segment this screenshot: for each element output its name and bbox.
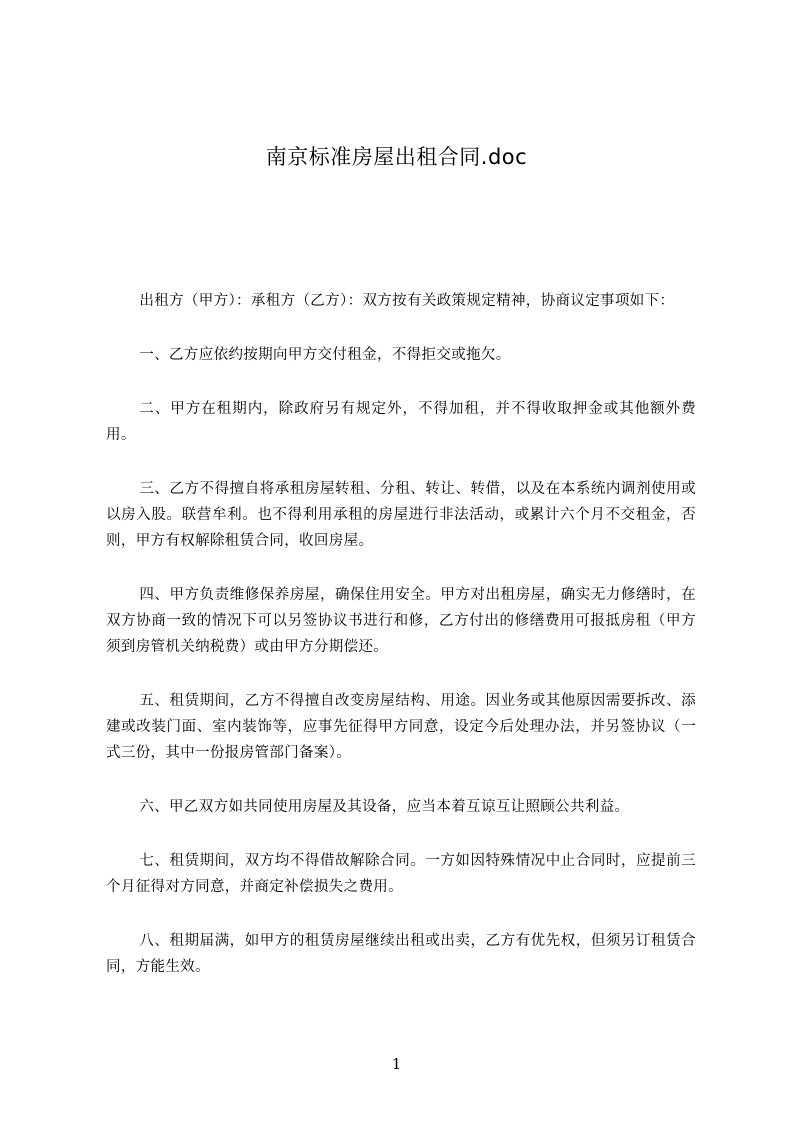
paragraph-clause-2: 二、甲方在租期内，除政府另有规定外，不得加租，并不得收取押金或其他额外费用。 (106, 401, 696, 443)
paragraph-preamble: 出租方（甲方）：承租方（乙方）：双方按有关政策规定精神，协商议定事项如下： (139, 293, 675, 309)
paragraph-clause-6: 六、甲乙双方如共同使用房屋及其设备，应当本着互谅互让照顾公共利益。 (139, 799, 630, 815)
document-title: 南京标准房屋出租合同.doc (265, 145, 528, 169)
paragraph-clause-5: 五、租赁期间，乙方不得擅自改变房屋结构、用途。因业务或其他原因需要拆改、添建或改装门面、室内装饰等，应事先征得甲方同意，设定今后处理办法，并另签协议（一式三份，其中一份报房管部门备案）。 (106, 693, 696, 761)
paragraph-clause-4: 四、甲方负责维修保养房屋，确保住用安全。甲方对出租房屋，确实无力修缮时，在双方协商一致的情况下可以另签协议书进行和修，乙方付出的修缮费用可报抵房租（甲方须到房管机关纳税费）或由甲方分期偿还。 (106, 587, 696, 655)
paragraph-clause-8: 八、租期届满，如甲方的租赁房屋继续出租或出卖，乙方有优先权，但须另订租赁合同，方能生效。 (106, 933, 696, 975)
paragraph-clause-7: 七、租赁期间，双方均不得借故解除合同。一方如因特殊情况中止合同时，应提前三个月征得对方同意，并商定补偿损失之费用。 (106, 853, 696, 895)
page-number: 1 (391, 1055, 402, 1073)
contract-body (106, 288, 696, 1008)
paragraph-clause-3: 三、乙方不得擅自将承租房屋转租、分租、转让、转借，以及在本系统内调剂使用或以房入股。联营牟利。也不得利用承租的房屋进行非法活动，或累计六个月不交租金，否则，甲方有权解除租赁合同，收回房屋。 (106, 481, 696, 549)
paragraph-clause-1: 一、乙方应依约按期向甲方交付租金，不得拒交或拖欠。 (139, 347, 511, 363)
